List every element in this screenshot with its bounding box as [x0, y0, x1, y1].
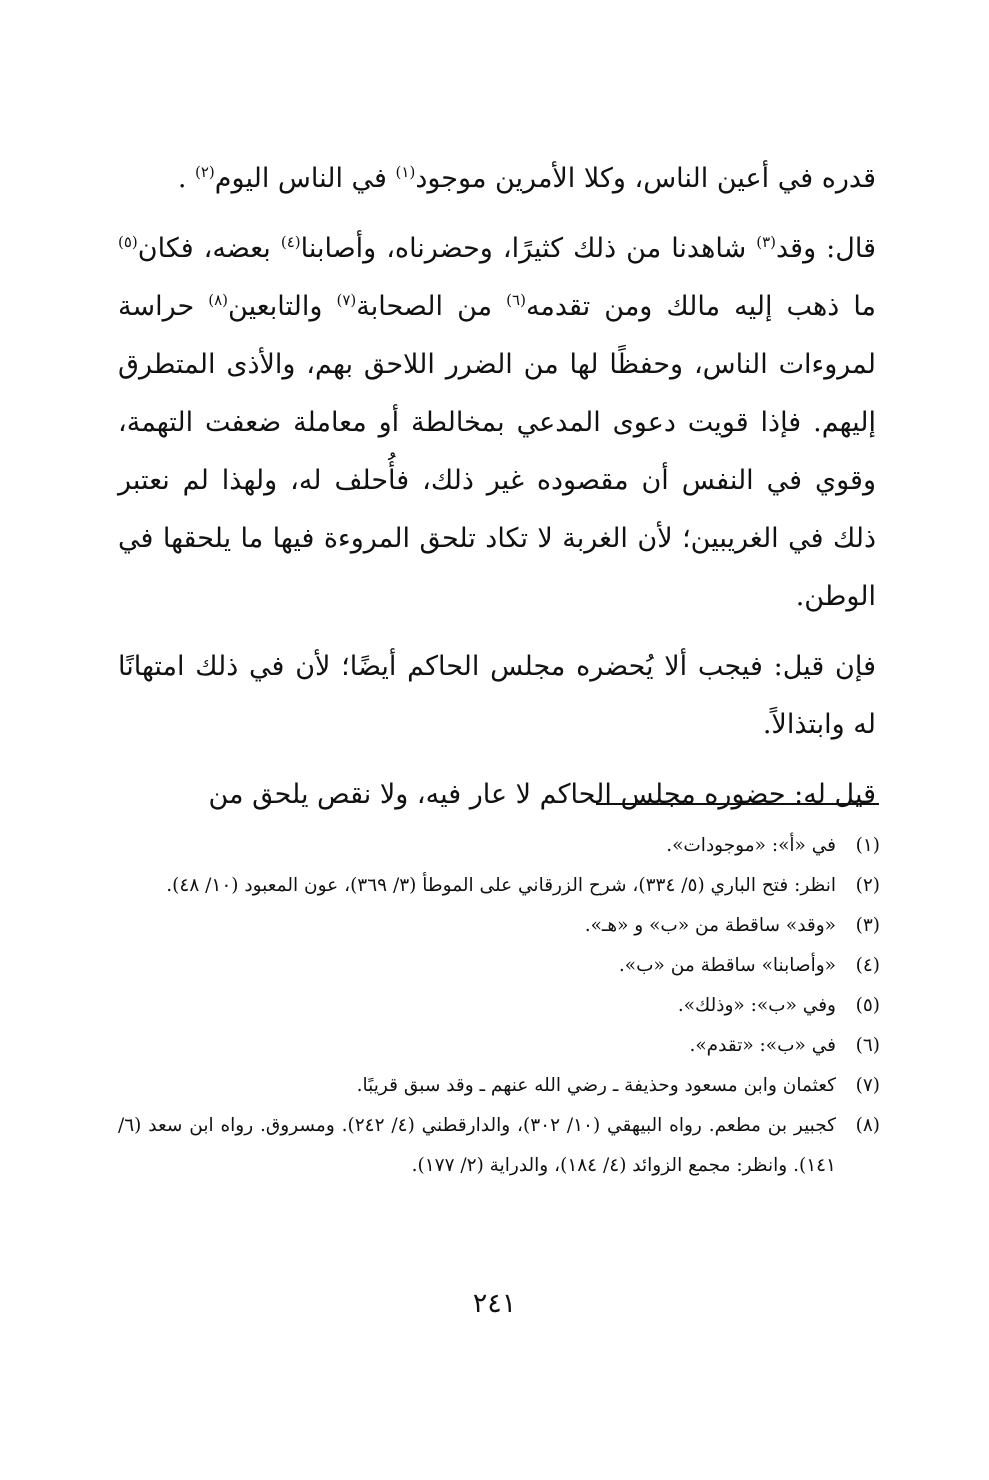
footnote-text: كعثمان وابن مسعود وحذيفة ـ رضي الله عنهم ـ وقد سبق قريبًا.: [356, 1075, 836, 1096]
paragraph-3: فإن قيل: فيجب ألا يُحضره مجلس الحاكم أيضًا؛ لأن في ذلك امتهانًا له وابتذالاً.: [118, 651, 876, 740]
footnote-divider: [596, 803, 879, 805]
footnote-marker[interactable]: (٦): [506, 291, 526, 309]
footnote-item: [118, 1066, 880, 1106]
footnote-text: «وقد» ساقطة من «ب» و «هـ».: [584, 915, 836, 936]
footnote-text: «وأصابنا» ساقطة من «ب».: [618, 955, 836, 976]
footnote-marker[interactable]: (٨): [208, 291, 229, 309]
footnote-item: [118, 866, 880, 906]
footnote-number: (٥): [855, 995, 880, 1016]
text-run: في الناس اليوم: [214, 163, 396, 194]
footnote-item: [118, 986, 880, 1026]
footnote-number: (٦): [855, 1035, 880, 1056]
footnotes: [118, 826, 880, 1186]
paragraph-4: قيل له: حضوره مجلس الحاكم لا عار فيه، ولا نقص يلحق من: [208, 779, 876, 810]
footnote-number: (٤): [855, 955, 880, 976]
text-run: قال: وقد: [776, 233, 876, 264]
footnote-item: [118, 946, 880, 986]
text-run: .: [177, 163, 195, 194]
footnote-item: [118, 906, 880, 946]
paragraph-2: [118, 220, 876, 626]
footnote-item: [118, 1106, 880, 1186]
footnote-number: (٨): [855, 1115, 880, 1136]
footnote-number: (٢): [855, 875, 880, 896]
footnote-text: في «ب»: «تقدم».: [689, 1035, 836, 1056]
main-text: [118, 150, 876, 824]
text-run: ما ذهب إليه مالك ومن تقدمه: [525, 291, 877, 322]
page-number: ٢٤١: [472, 1288, 517, 1319]
text-run: والتابعين: [228, 291, 337, 322]
text-run: من الصحابة: [356, 291, 507, 322]
footnote-marker[interactable]: (٢): [195, 163, 215, 181]
footnote-number: (١): [855, 835, 880, 856]
footnote-item: [118, 1026, 880, 1066]
paragraph-1: [118, 150, 876, 208]
footnote-text: وفي «ب»: «وذلك».: [677, 995, 836, 1016]
footnote-item: [118, 826, 880, 866]
footnote-marker[interactable]: (٧): [336, 291, 357, 309]
footnote-number: (٧): [855, 1075, 880, 1096]
text-run: حراسة لمروءات الناس، وحفظًا لها من الضرر اللاحق بهم، والأذى المتطرق إليهم. فإذا قويت دعوى المدعي بمخالطة أو معاملة ضعفت التهمة، وقوي في النفس أن مقصوده غير ذلك، فأُحلف له، ولهذا لم نعتبر ذلك في الغريبين؛ لأن الغربة لا تكاد تلحق المروءة فيها ما يلحقها في الوطن.: [118, 291, 876, 612]
text-run: بعضه، فكان: [137, 233, 281, 264]
footnote-number: (٣): [855, 915, 880, 936]
text-run: قدره في أعين الناس، وكلا الأمرين موجود: [415, 163, 876, 194]
footnote-text: انظر: فتح الباري (٥/ ٣٣٤)، شرح الزرقاني على الموطأ (٣/ ٣٦٩)، عون المعبود (١٠/ ٤٨).: [166, 875, 836, 896]
footnote-text: في «أ»: «موجودات».: [666, 835, 836, 856]
footnote-marker[interactable]: (٥): [118, 233, 138, 251]
footnote-marker[interactable]: (٣): [756, 233, 776, 251]
footnote-marker[interactable]: (٤): [280, 233, 301, 251]
footnote-marker[interactable]: (١): [395, 163, 416, 181]
footnote-text: كجبير بن مطعم. رواه البيهقي (١٠/ ٣٠٢)، والدارقطني (٤/ ٢٤٢). ومسروق. رواه ابن سعد (٦/ ١٤١). وانظر: مجمع الزوائد (٤/ ١٨٤)، والدراية (٢/ ١٧٧).: [118, 1115, 836, 1176]
text-run: شاهدنا من ذلك كثيرًا، وحضرناه، وأصابنا: [300, 233, 757, 264]
